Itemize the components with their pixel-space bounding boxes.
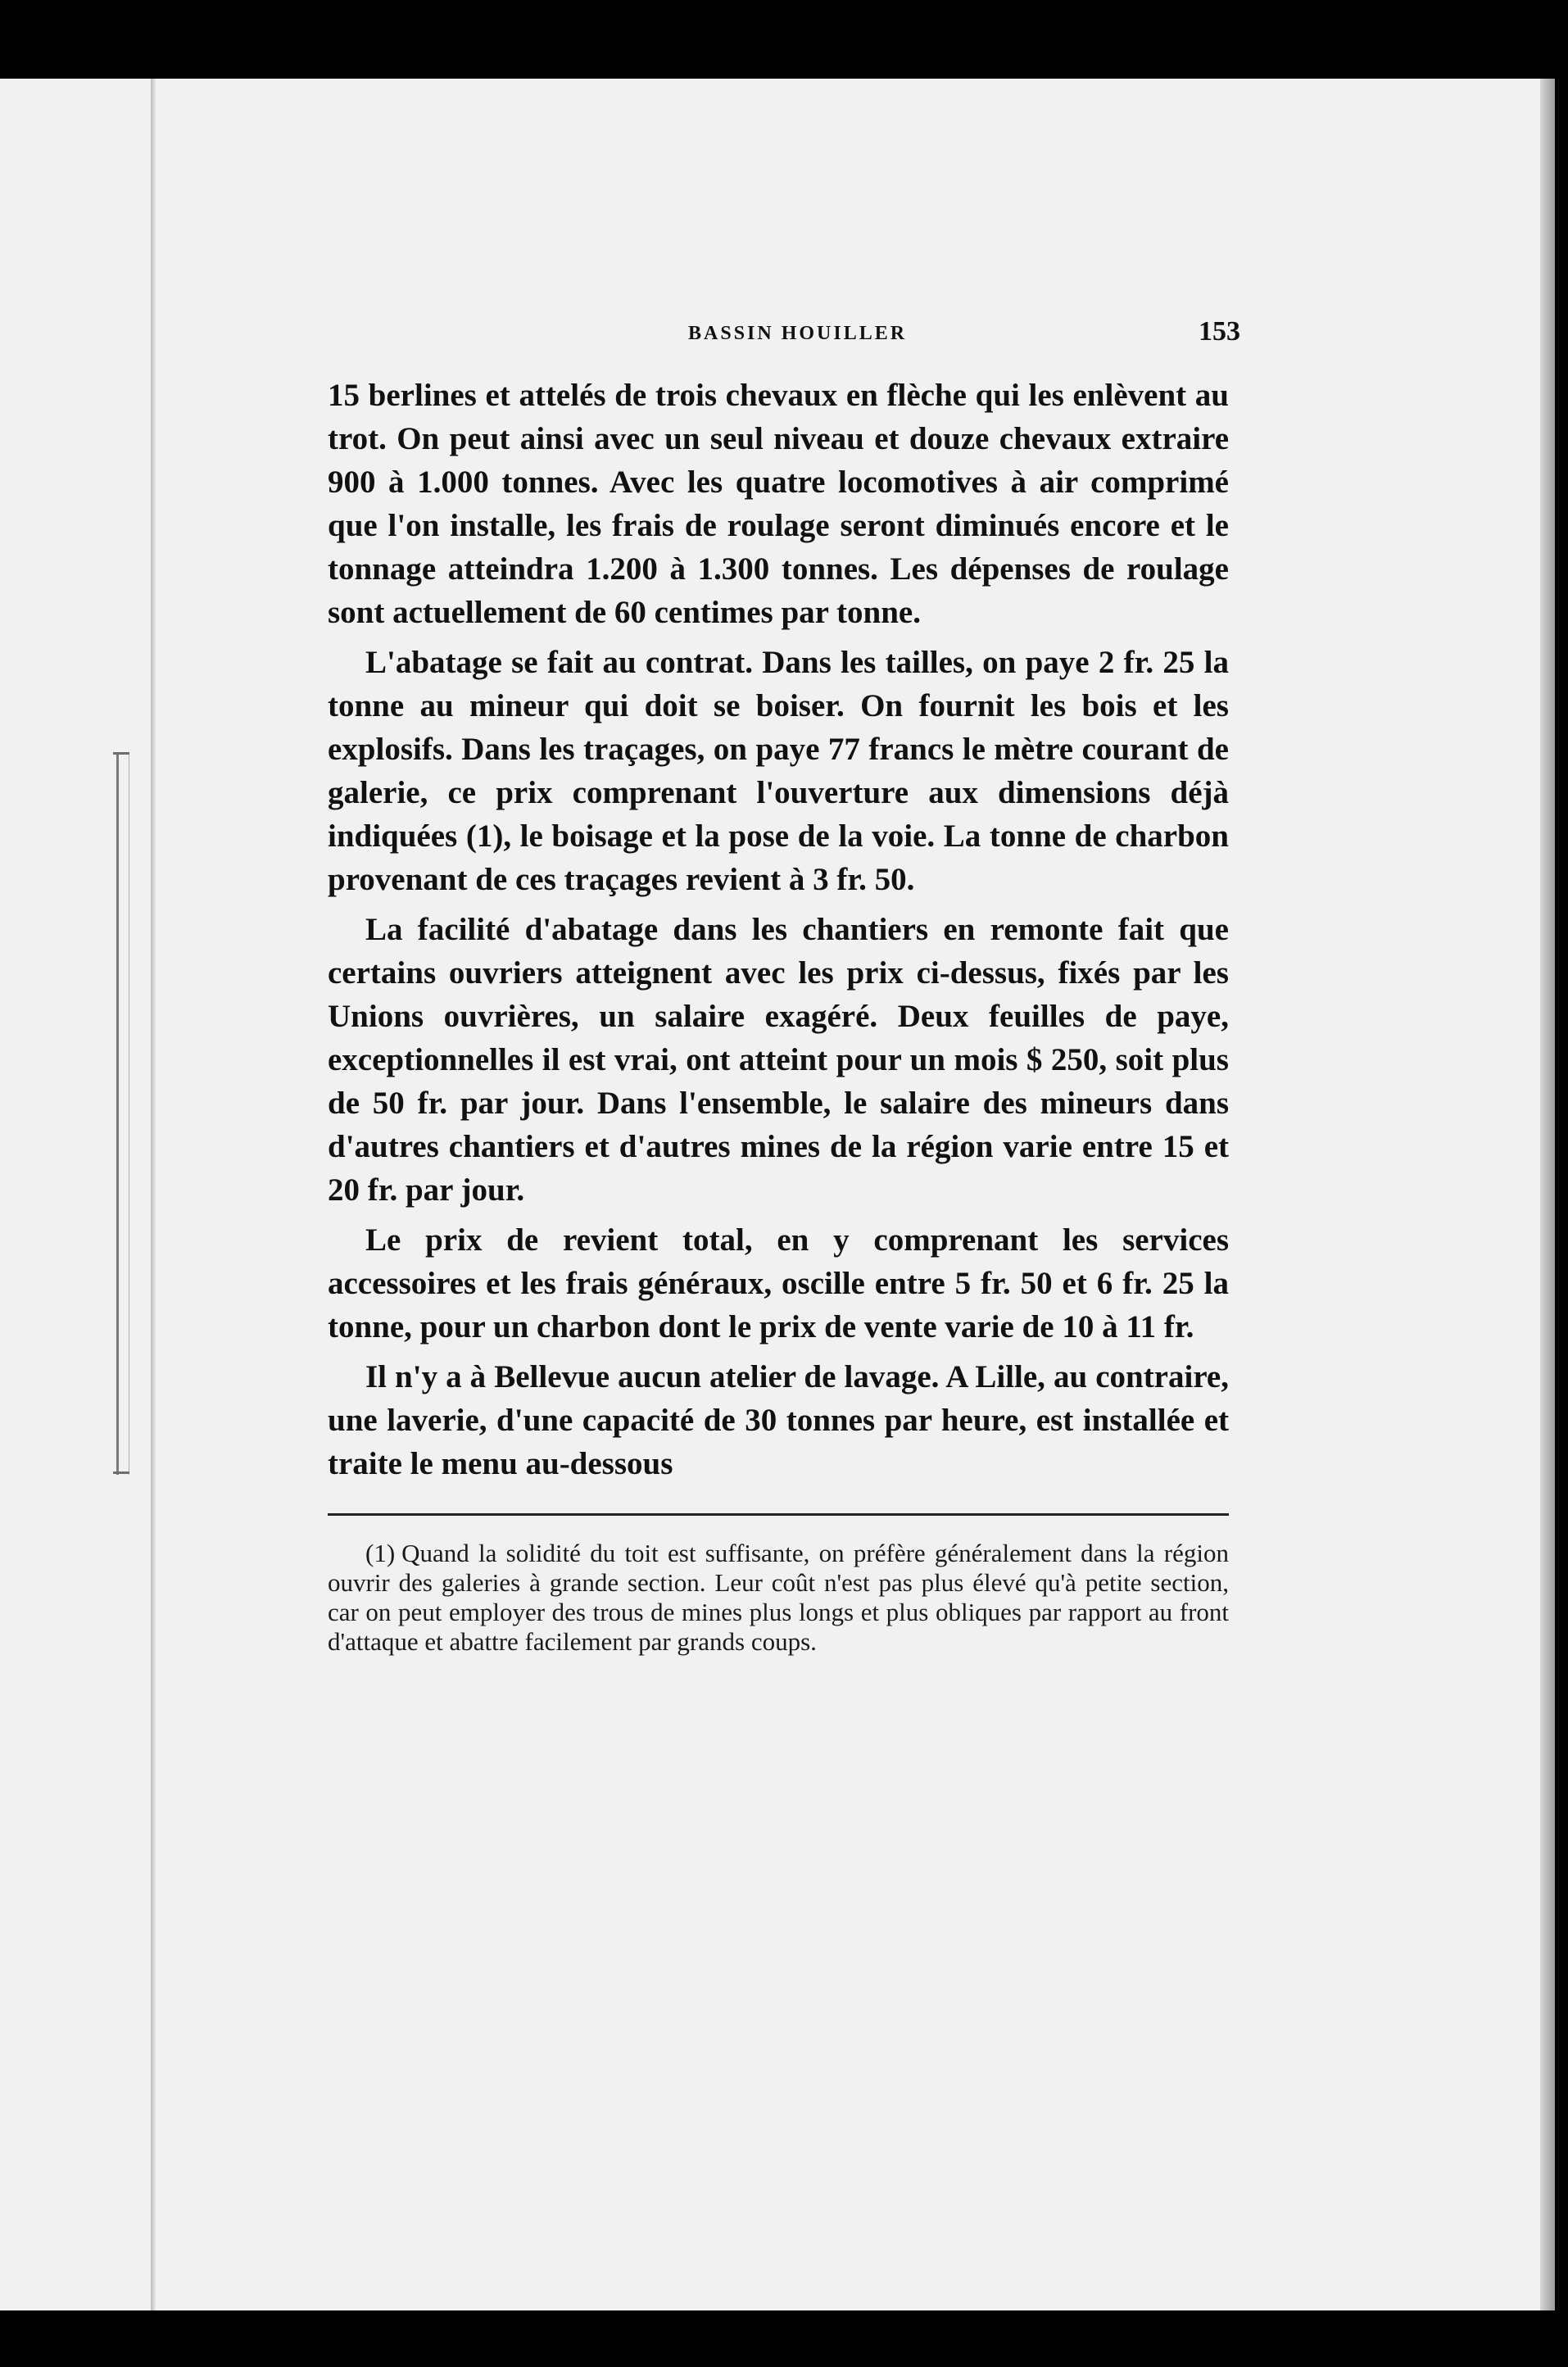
body-text bbox=[328, 374, 1229, 1485]
footnote-text: Quand la solidité du toit est suffisante, on préfère généralement dans la région ouvrir des galeries à grande section. Leur coût n'est pas plus élevé qu'à petite section, car on peut employer des trous de mines plus longs et plus obliques par rapport au front d'attaque et abattre facilement par grands coups. bbox=[328, 1539, 1229, 1656]
footnote-rule bbox=[328, 1513, 1229, 1516]
paragraph-3: La facilité d'abatage dans les chantiers en remonte fait que certains ouvriers atteignent avec les prix ci-dessus, fixés par les Unions ouvrières, un salaire exagéré. Deux feuilles de paye, exceptionnelles il est vrai, ont atteint pour un mois $ 250, soit plus de 50 fr. par jour. Dans l'ensemble, le salaire des mineurs dans d'autres chantiers et d'autres mines de la région varie entre 15 et 20 fr. par jour. bbox=[328, 912, 1229, 1208]
book-gutter bbox=[151, 79, 156, 2310]
page bbox=[328, 311, 1240, 1657]
running-head bbox=[328, 311, 1240, 354]
paragraph-2: L'abatage se fait au contrat. Dans les tailles, on paye 2 fr. 25 la tonne au mineur qui doit se boiser. On fournit les bois et les explosifs. Dans les traçages, on paye 77 francs le mètre courant de galerie, ce prix comprenant l'ouverture aux dimensions déjà indiquées (1), le boisage et la pose de la voie. La tonne de charbon provenant de ces traçages revient à 3 fr. 50. bbox=[328, 645, 1229, 897]
paragraph-5: Il n'y a à Bellevue aucun atelier de lavage. A Lille, au contraire, une laverie, d'une capacité de 30 tonnes par heure, est installée et traite le menu au-dessous bbox=[328, 1359, 1229, 1481]
scan-tick-top bbox=[113, 752, 129, 755]
running-title: BASSIN HOUILLER bbox=[688, 323, 908, 344]
page-edge bbox=[1540, 79, 1555, 2310]
footnote-mark: (1) bbox=[365, 1539, 396, 1567]
page-number: 153 bbox=[1199, 316, 1240, 347]
paragraph-4: Le prix de revient total, en y comprenant les services accessoires et les frais généraux, oscille entre 5 fr. 50 et 6 fr. 25 la tonne, pour un charbon dont le prix de vente varie de 10 à 11 fr. bbox=[328, 1222, 1229, 1344]
footnote bbox=[328, 1539, 1229, 1657]
scan-tick-bottom bbox=[113, 1471, 129, 1474]
scan-margin-mark bbox=[116, 754, 129, 1475]
paragraph-1: 15 berlines et attelés de trois chevaux en flèche qui les enlèvent au trot. On peut ainsi avec un seul niveau et douze chevaux extraire 900 à 1.000 tonnes. Avec les quatre locomotives à air comprimé que l'on installe, les frais de roulage seront diminués encore et le tonnage atteindra 1.200 à 1.300 tonnes. Les dépenses de roulage sont actuellement de 60 centimes par tonne. bbox=[328, 378, 1229, 630]
